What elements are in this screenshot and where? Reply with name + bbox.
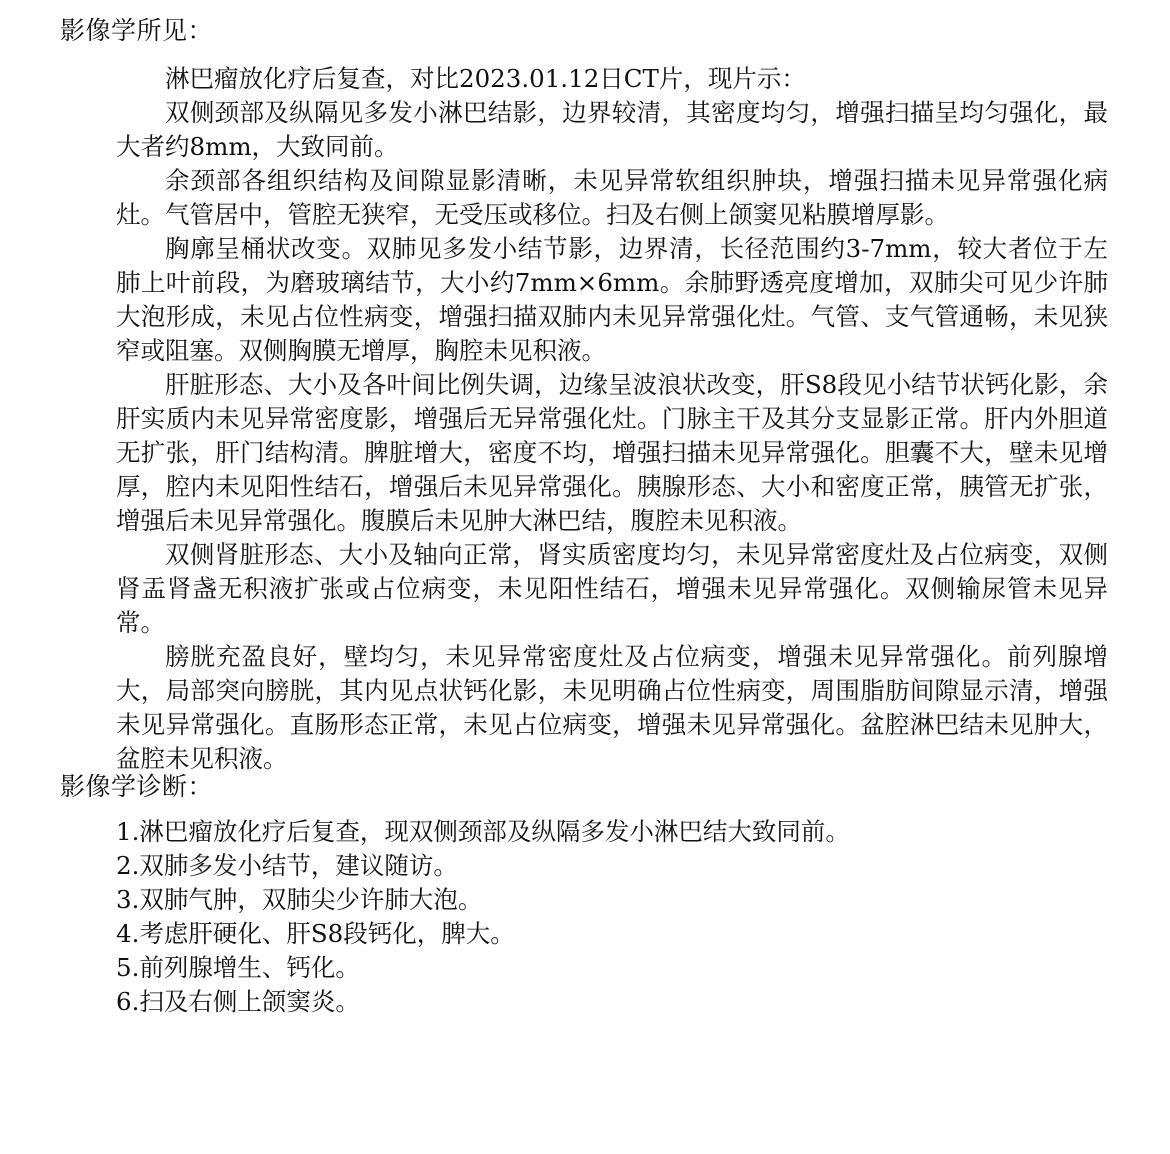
findings-body bbox=[116, 62, 1108, 776]
diagnosis-list bbox=[116, 815, 1108, 1019]
diagnosis-item: 2.双肺多发小结节，建议随访。 bbox=[116, 851, 458, 880]
findings-paragraph-kidneys: 双侧肾脏形态、大小及轴向正常，肾实质密度均匀，未见异常密度灶及占位病变，双侧肾盂肾盏无积液扩张或占位病变，未见阳性结石，增强未见异常强化。双侧输尿管未见异常。 bbox=[116, 540, 1108, 637]
findings-paragraph-abdomen: 肝脏形态、大小及各叶间比例失调，边缘呈波浪状改变，肝S8段见小结节状钙化影，余肝实质内未见异常密度影，增强后无异常强化灶。门脉主干及其分支显影正常。肝内外胆道无扩张，肝门结构清。脾脏增大，密度不均，增强扫描未见异常强化。胆囊不大，壁未见增厚，腔内未见阳性结石，增强后未见异常强化。胰腺形态、大小和密度正常，胰管无扩张，增强后未见异常强化。腹膜后未见肿大淋巴结，腹腔未见积液。 bbox=[116, 370, 1108, 535]
findings-paragraph-intro: 淋巴瘤放化疗后复查，对比2023.01.12日CT片，现片示： bbox=[165, 64, 806, 93]
diagnosis-item: 3.双肺气肿，双肺尖少许肺大泡。 bbox=[116, 885, 483, 914]
findings-paragraph-chest: 胸廓呈桶状改变。双肺见多发小结节影，边界清，长径范围约3-7mm，较大者位于左肺上叶前段，为磨玻璃结节，大小约7mm×6mm。余肺野透亮度增加，双肺尖可见少许肺大泡形成，未见占位性病变，增强扫描双肺内未见异常强化灶。气管、支气管通畅，未见狭窄或阻塞。双侧胸膜无增厚，胸腔未见积液。 bbox=[116, 234, 1108, 365]
diagnosis-item: 5.前列腺增生、钙化。 bbox=[116, 953, 360, 982]
diagnosis-heading: 影像学诊断： bbox=[60, 772, 214, 801]
diagnosis-item: 4.考虑肝硬化、肝S8段钙化，脾大。 bbox=[116, 919, 515, 948]
diagnosis-item: 1.淋巴瘤放化疗后复查，现双侧颈部及纵隔多发小淋巴结大致同前。 bbox=[116, 817, 850, 846]
findings-paragraph-neck-nodes: 双侧颈部及纵隔见多发小淋巴结影，边界较清，其密度均匀，增强扫描呈均匀强化，最大者约8mm，大致同前。 bbox=[116, 98, 1108, 161]
findings-paragraph-pelvis: 膀胱充盈良好，壁均匀，未见异常密度灶及占位病变，增强未见异常强化。前列腺增大，局部突向膀胱，其内见点状钙化影，未见明确占位性病变，周围脂肪间隙显示清，增强未见异常强化。直肠形态正常，未见占位病变，增强未见异常强化。盆腔淋巴结未见肿大，盆腔未见积液。 bbox=[116, 642, 1108, 773]
findings-paragraph-neck-structures: 余颈部各组织结构及间隙显影清晰，未见异常软组织肿块，增强扫描未见异常强化病灶。气管居中，管腔无狭窄，无受压或移位。扫及右侧上颌窦见粘膜增厚影。 bbox=[116, 166, 1108, 229]
diagnosis-item: 6.扫及右侧上颌窦炎。 bbox=[116, 987, 360, 1016]
findings-heading: 影像学所见： bbox=[60, 16, 214, 45]
